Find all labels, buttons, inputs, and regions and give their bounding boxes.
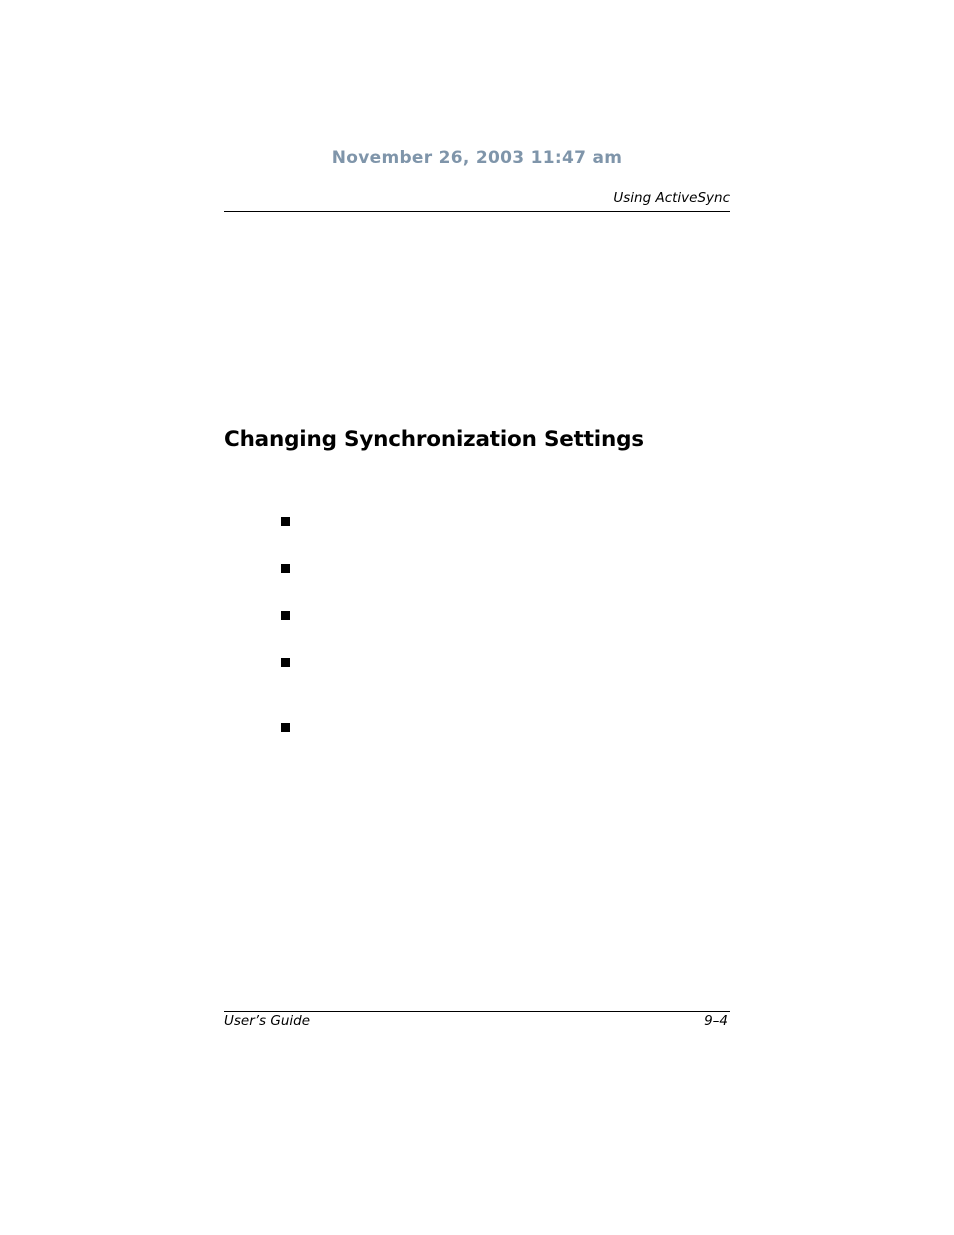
footer-guide-name: User’s Guide [224,1013,311,1029]
running-header: Using ActiveSync [613,190,730,206]
footer-rule [224,1011,730,1012]
bullet-marker [281,658,290,667]
header-rule [224,211,730,212]
section-heading: Changing Synchronization Settings [224,427,644,452]
bullet-marker [281,723,290,732]
bullet-marker [281,564,290,573]
bullet-marker [281,611,290,620]
page-number: 9–4 [704,1013,728,1029]
print-timestamp: November 26, 2003 11:47 am [331,148,623,168]
bullet-marker [281,517,290,526]
